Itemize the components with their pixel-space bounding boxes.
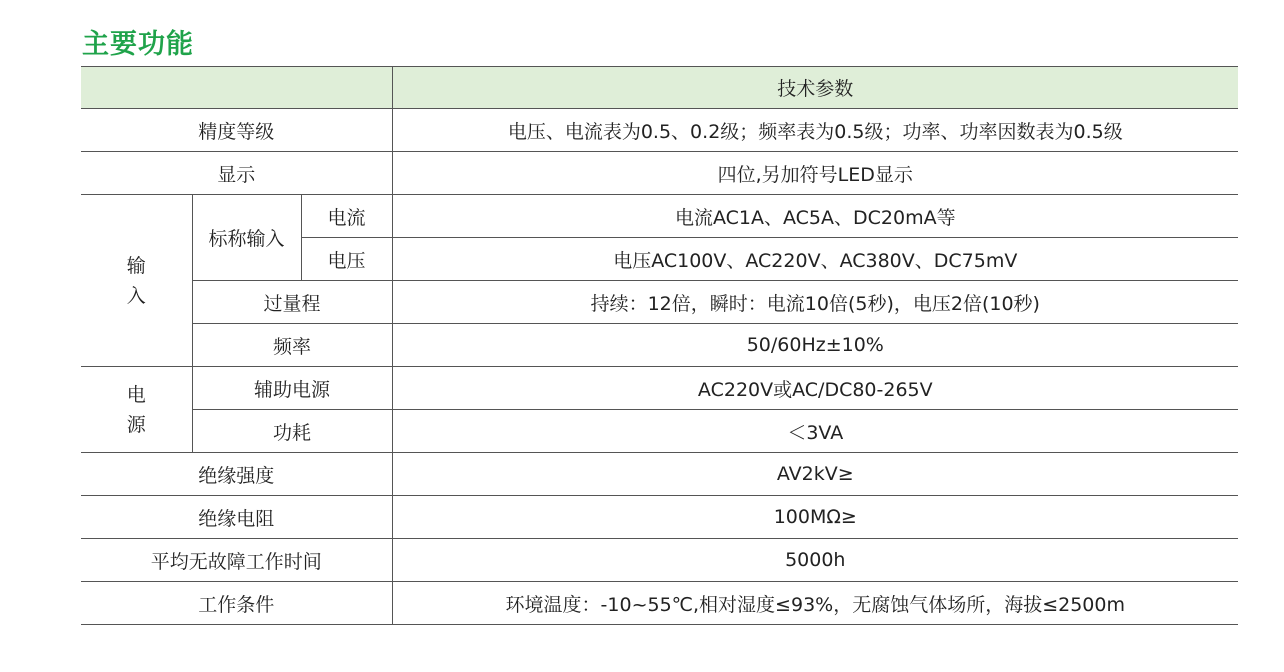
row-value: 50/60Hz±10% bbox=[392, 324, 1238, 367]
row-label: 绝缘强度 bbox=[81, 453, 392, 496]
row-value: 电压、电流表为0.5、0.2级；频率表为0.5级；功率、功率因数表为0.5级 bbox=[392, 109, 1238, 152]
table-row-accuracy bbox=[81, 109, 1238, 152]
table-row-aux-power bbox=[81, 367, 1238, 410]
row-value: 5000h bbox=[392, 539, 1238, 582]
row-value: 100MΩ≥ bbox=[392, 496, 1238, 539]
section-title: 主要功能 bbox=[82, 29, 194, 60]
table-row-frequency bbox=[81, 324, 1238, 367]
group-label-line: 入 bbox=[126, 284, 146, 307]
row-value: 环境温度：-10~55℃,相对湿度≤93%，无腐蚀气体场所，海拔≤2500m bbox=[392, 582, 1238, 625]
group-label-line: 源 bbox=[126, 413, 146, 436]
table-row-conditions bbox=[81, 582, 1238, 625]
table-row-insulation-resistance bbox=[81, 496, 1238, 539]
row-value: AV2kV≥ bbox=[392, 453, 1238, 496]
row-value: 持续：12倍，瞬时：电流10倍(5秒)，电压2倍(10秒) bbox=[392, 281, 1238, 324]
table-row-mtbf bbox=[81, 539, 1238, 582]
table-row-input-current bbox=[81, 195, 1238, 238]
header-param-cell: 技术参数 bbox=[392, 67, 1238, 109]
row-value: 四位,另加符号LED显示 bbox=[392, 152, 1238, 195]
header-blank-cell bbox=[81, 67, 392, 109]
row-value: 电压AC100V、AC220V、AC380V、DC75mV bbox=[392, 238, 1238, 281]
group-label-line: 电 bbox=[126, 383, 146, 406]
row-label: 工作条件 bbox=[81, 582, 392, 625]
row-label: 功耗 bbox=[192, 410, 392, 453]
row-label: 显示 bbox=[81, 152, 392, 195]
row-value: 电流AC1A、AC5A、DC20mA等 bbox=[392, 195, 1238, 238]
rated-input-label: 标称输入 bbox=[192, 195, 301, 281]
table-header-row bbox=[81, 67, 1238, 109]
row-label: 辅助电源 bbox=[192, 367, 392, 410]
row-label: 频率 bbox=[192, 324, 392, 367]
table-row-display bbox=[81, 152, 1238, 195]
spec-table bbox=[81, 66, 1238, 625]
group-label-line: 输 bbox=[126, 254, 146, 277]
table-row-insulation-strength bbox=[81, 453, 1238, 496]
row-label: 绝缘电阻 bbox=[81, 496, 392, 539]
row-value: AC220V或AC/DC80-265V bbox=[392, 367, 1238, 410]
row-sublabel: 电流 bbox=[301, 195, 392, 238]
row-value: ＜3VA bbox=[392, 410, 1238, 453]
row-label: 精度等级 bbox=[81, 109, 392, 152]
power-group-label bbox=[81, 367, 192, 453]
row-sublabel: 电压 bbox=[301, 238, 392, 281]
row-label: 过量程 bbox=[192, 281, 392, 324]
input-group-label bbox=[81, 195, 192, 367]
table-row-consumption bbox=[81, 410, 1238, 453]
table-row-overload bbox=[81, 281, 1238, 324]
row-label: 平均无故障工作时间 bbox=[81, 539, 392, 582]
